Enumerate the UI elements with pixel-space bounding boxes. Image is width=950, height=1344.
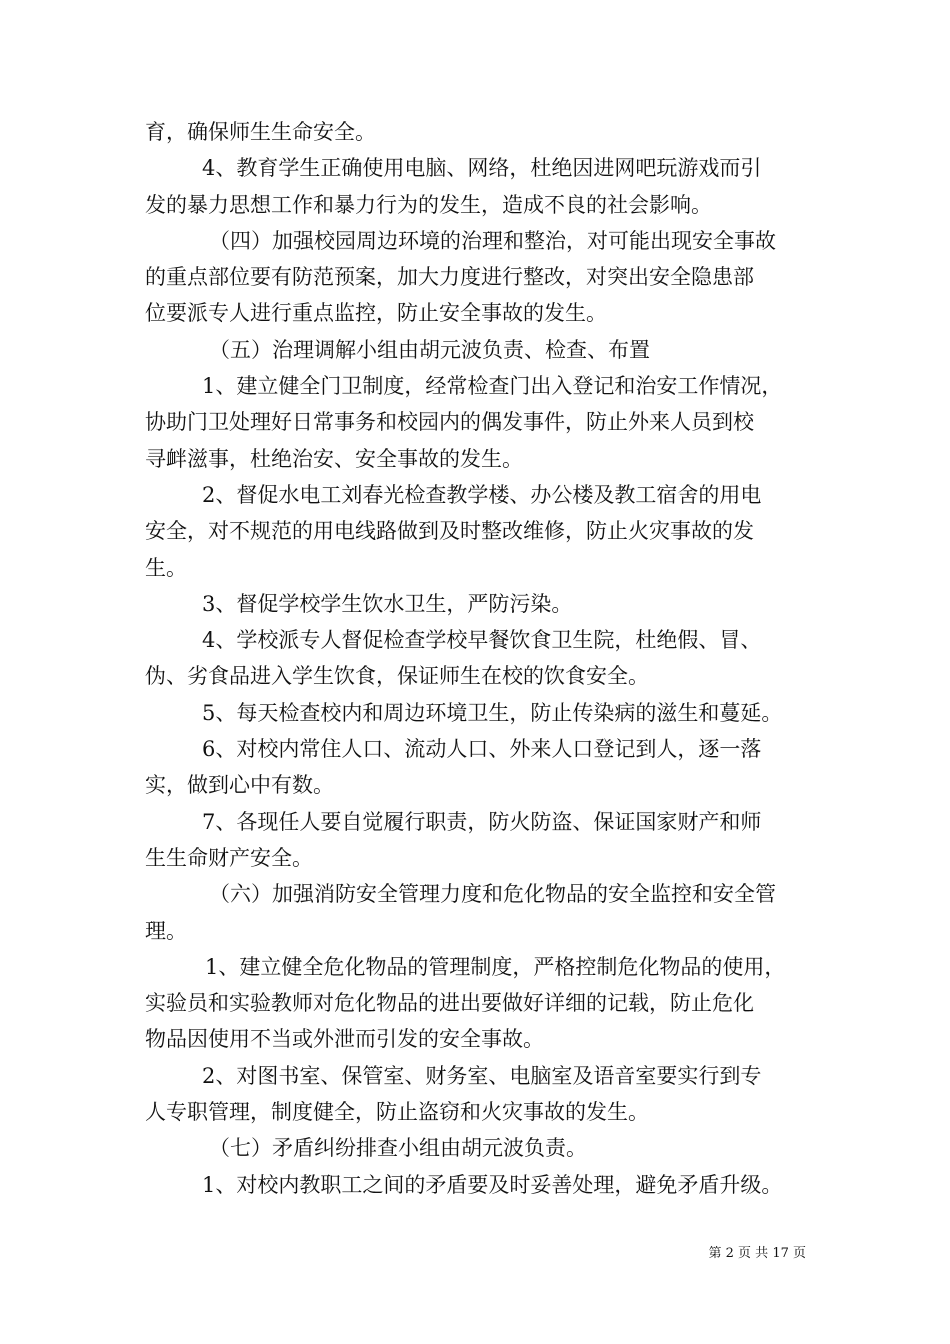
document-body: [145, 114, 815, 1203]
paragraph-line: 理。: [145, 918, 187, 943]
paragraph-line: 2、督促水电工刘春光检查教学楼、办公楼及教工宿舍的用电: [202, 482, 762, 507]
section-heading: （四）加强校园周边环境的治理和整治，对可能出现安全事故: [209, 228, 776, 253]
paragraph-line: 4、教育学生正确使用电脑、网络，杜绝因进网吧玩游戏而引: [202, 156, 762, 181]
paragraph-line: 育，确保师生生命安全。: [145, 120, 376, 144]
paragraph-line: 物品因使用不当或外泄而引发的安全事故。: [145, 1027, 544, 1052]
section-heading: （六）加强消防安全管理力度和危化物品的安全监控和安全管: [209, 882, 776, 907]
paragraph-line: 3、督促学校学生饮水卫生，严防污染。: [202, 591, 573, 616]
section-heading: （五）治理调解小组由胡元波负责、检查、布置: [209, 337, 650, 362]
paragraph-line: 4、学校派专人督促检查学校早餐饮食卫生院，杜绝假、冒、: [202, 628, 762, 653]
paragraph-line: 生生命财产安全。: [145, 845, 313, 870]
paragraph-line: 安全，对不规范的用电线路做到及时整改维修，防止火灾事故的发: [145, 519, 754, 544]
paragraph-line: 7、各现任人要自觉履行职责，防火防盗、保证国家财产和师: [202, 809, 762, 834]
paragraph-line: 伪、劣食品进入学生饮食，保证师生在校的饮食安全。: [145, 664, 649, 689]
paragraph-line: 协助门卫处理好日常事务和校园内的偶发事件，防止外来人员到校: [145, 410, 754, 435]
page-number-footer: 第 2 页 共 17 页: [708, 1246, 806, 1261]
paragraph-line: 位要派专人进行重点监控，防止安全事故的发生。: [145, 301, 607, 326]
paragraph-line: 1、建立健全门卫制度，经常检查门出入登记和治安工作情况，: [202, 374, 783, 399]
paragraph-line: 6、对校内常住人口、流动人口、外来人口登记到人，逐一落: [202, 737, 762, 762]
paragraph-line: 生。: [145, 555, 187, 580]
paragraph-line: 1、建立健全危化物品的管理制度，严格控制危化物品的使用，: [205, 954, 786, 979]
paragraph-line: 实，做到心中有数。: [145, 773, 334, 798]
paragraph-line: 发的暴力思想工作和暴力行为的发生，造成不良的社会影响。: [145, 192, 712, 217]
paragraph-line: 2、对图书室、保管室、财务室、电脑室及语音室要实行到专: [202, 1063, 762, 1088]
paragraph-line: 1、对校内教职工之间的矛盾要及时妥善处理，避免矛盾升级。: [202, 1172, 783, 1197]
paragraph-line: 5、每天检查校内和周边环境卫生，防止传染病的滋生和蔓延。: [202, 700, 783, 725]
paragraph-line: 的重点部位要有防范预案，加大力度进行整改，对突出安全隐患部: [145, 265, 754, 290]
paragraph-line: 人专职管理，制度健全，防止盗窃和火灾事故的发生。: [145, 1100, 649, 1125]
section-heading: （七）矛盾纠纷排查小组由胡元波负责。: [209, 1136, 587, 1161]
paragraph-line: 实验员和实验教师对危化物品的进出要做好详细的记载，防止危化: [145, 991, 754, 1016]
paragraph-line: 寻衅滋事，杜绝治安、安全事故的发生。: [145, 446, 523, 471]
